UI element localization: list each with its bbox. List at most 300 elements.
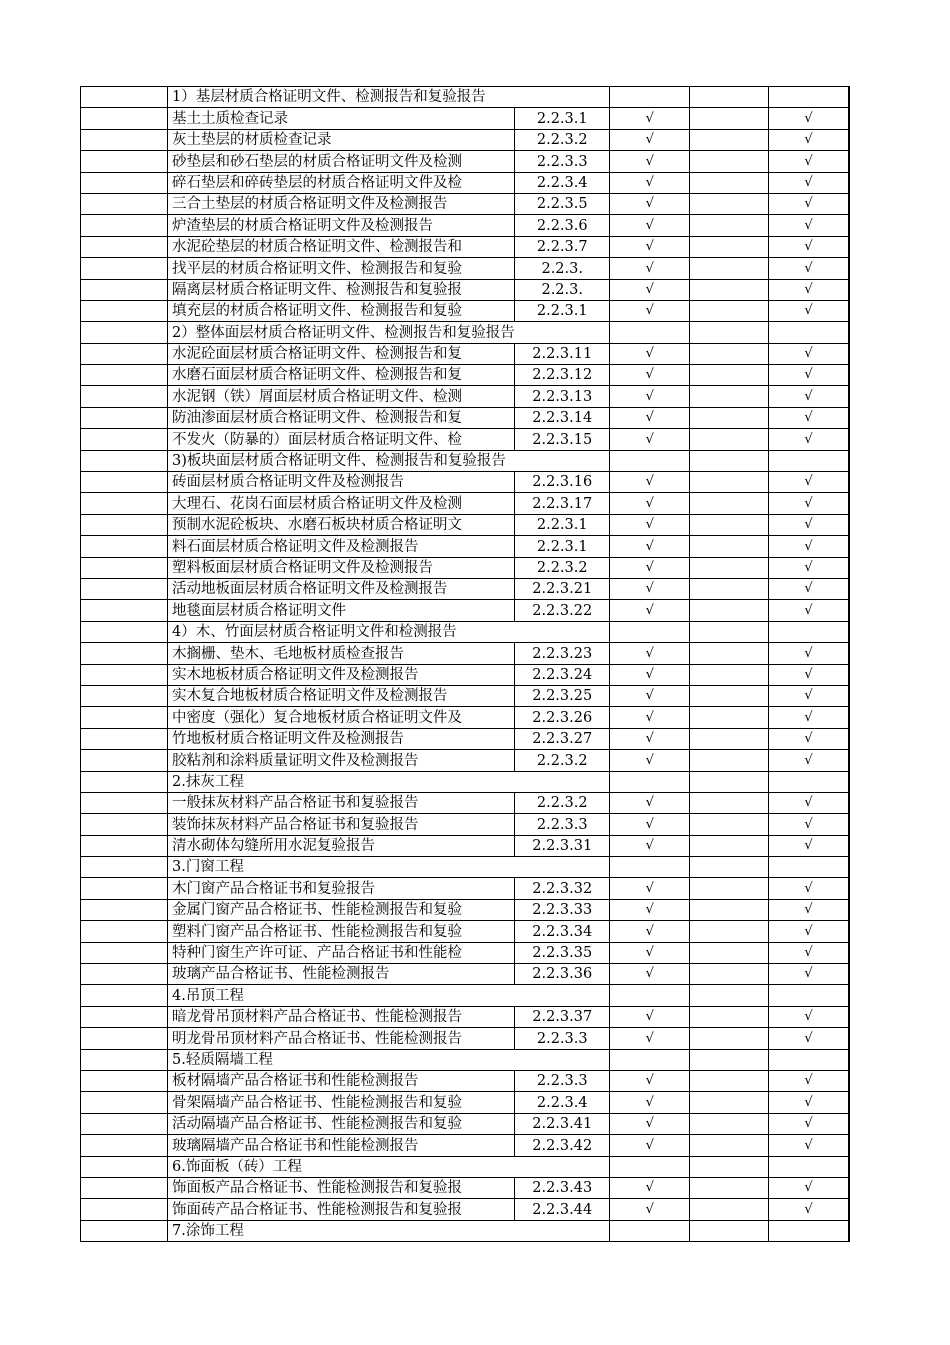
item-name-cell bbox=[168, 407, 515, 428]
check-mark-cell bbox=[769, 728, 849, 749]
item-code-cell bbox=[515, 514, 610, 535]
item-name-cell bbox=[168, 1070, 515, 1091]
item-code-cell bbox=[515, 215, 610, 236]
item-name-text: 暗龙骨吊顶材料产品合格证书、性能检测报告 bbox=[172, 1009, 462, 1026]
blank-cell bbox=[690, 1199, 769, 1220]
table-row bbox=[81, 193, 849, 214]
check-mark-cell bbox=[610, 407, 690, 428]
check-mark-cell bbox=[769, 450, 849, 471]
check-mark-text: √ bbox=[645, 602, 654, 618]
check-mark-cell bbox=[610, 1135, 690, 1156]
check-mark-cell bbox=[610, 878, 690, 899]
item-name-text: 预制水泥砼板块、水磨石板块材质合格证明文 bbox=[172, 517, 462, 534]
item-code-cell bbox=[515, 1006, 610, 1027]
table-row bbox=[81, 536, 849, 557]
item-code-text: 2.2.3.7 bbox=[536, 239, 588, 256]
blank-cell bbox=[690, 878, 769, 899]
item-name-cell bbox=[168, 151, 515, 172]
table-row bbox=[81, 407, 849, 428]
check-mark-text: √ bbox=[804, 923, 813, 939]
check-mark-text: √ bbox=[645, 153, 654, 169]
row-index-cell bbox=[81, 343, 168, 364]
item-name-text: 玻璃产品合格证书、性能检测报告 bbox=[172, 966, 390, 983]
section-title-text: 5.轻质隔墙工程 bbox=[172, 1051, 273, 1068]
item-code-cell bbox=[515, 429, 610, 450]
table-row bbox=[81, 493, 849, 514]
item-code-cell bbox=[515, 685, 610, 706]
item-code-text: 2.2.3.3 bbox=[536, 816, 588, 833]
check-mark-text: √ bbox=[804, 1094, 813, 1110]
check-mark-text: √ bbox=[645, 110, 654, 126]
check-mark-text: √ bbox=[645, 1180, 654, 1196]
check-mark-text: √ bbox=[645, 474, 654, 490]
item-code-text: 2.2.3.5 bbox=[536, 196, 588, 213]
table-row bbox=[81, 343, 849, 364]
row-index-cell bbox=[81, 279, 168, 300]
blank-cell bbox=[690, 814, 769, 835]
check-mark-cell bbox=[769, 215, 849, 236]
check-mark-cell bbox=[610, 429, 690, 450]
item-name-text: 水泥砼垫层的材质合格证明文件、检测报告和 bbox=[172, 239, 462, 256]
check-mark-text: √ bbox=[645, 731, 654, 747]
row-index-cell bbox=[81, 921, 168, 942]
check-mark-cell bbox=[610, 1220, 690, 1241]
check-mark-cell bbox=[769, 792, 849, 813]
item-code-cell bbox=[515, 1092, 610, 1113]
section-header-row bbox=[81, 1220, 849, 1241]
check-mark-cell bbox=[769, 964, 849, 985]
item-name-cell bbox=[168, 643, 515, 664]
item-name-cell bbox=[168, 514, 515, 535]
check-mark-cell bbox=[769, 942, 849, 963]
item-code-text: 2.2.3.4 bbox=[536, 174, 588, 191]
item-code-text: 2.2.3.21 bbox=[532, 581, 593, 598]
section-title-cell bbox=[168, 985, 515, 1006]
check-mark-cell bbox=[769, 322, 849, 343]
check-mark-cell bbox=[610, 578, 690, 599]
section-header-row bbox=[81, 985, 849, 1006]
section-title-cell bbox=[168, 1220, 515, 1241]
check-mark-text: √ bbox=[804, 1180, 813, 1196]
table-row bbox=[81, 1028, 849, 1049]
blank-cell bbox=[690, 1049, 769, 1070]
section-title-cell bbox=[168, 857, 515, 878]
item-code-cell bbox=[515, 1177, 610, 1198]
item-name-cell bbox=[168, 964, 515, 985]
check-mark-cell bbox=[769, 172, 849, 193]
row-index-cell bbox=[81, 557, 168, 578]
row-index-cell bbox=[81, 407, 168, 428]
check-mark-text: √ bbox=[645, 517, 654, 533]
row-index-cell bbox=[81, 429, 168, 450]
item-code-text: 2.2.3.23 bbox=[532, 645, 593, 662]
blank-cell bbox=[690, 1113, 769, 1134]
check-mark-cell bbox=[769, 1113, 849, 1134]
check-mark-text: √ bbox=[645, 1009, 654, 1025]
item-code-cell bbox=[515, 258, 610, 279]
blank-cell bbox=[690, 236, 769, 257]
check-mark-text: √ bbox=[645, 281, 654, 297]
check-mark-text: √ bbox=[645, 966, 654, 982]
check-mark-text: √ bbox=[645, 945, 654, 961]
blank-cell bbox=[690, 108, 769, 129]
blank-cell bbox=[690, 514, 769, 535]
item-code-cell bbox=[515, 536, 610, 557]
item-name-text: 特种门窗生产许可证、产品合格证书和性能检 bbox=[172, 945, 462, 962]
check-mark-cell bbox=[769, 899, 849, 920]
item-name-cell bbox=[168, 493, 515, 514]
table-row bbox=[81, 814, 849, 835]
check-mark-text: √ bbox=[804, 281, 813, 297]
check-mark-text: √ bbox=[804, 495, 813, 511]
check-mark-text: √ bbox=[804, 346, 813, 362]
check-mark-text: √ bbox=[645, 1137, 654, 1153]
check-mark-text: √ bbox=[645, 431, 654, 447]
item-code-cell bbox=[515, 707, 610, 728]
blank-cell bbox=[690, 857, 769, 878]
row-index-cell bbox=[81, 1199, 168, 1220]
row-index-cell bbox=[81, 386, 168, 407]
item-code-cell bbox=[515, 236, 610, 257]
row-index-cell bbox=[81, 600, 168, 621]
check-mark-text: √ bbox=[645, 495, 654, 511]
blank-cell bbox=[690, 536, 769, 557]
check-mark-cell bbox=[769, 1199, 849, 1220]
check-mark-cell bbox=[610, 707, 690, 728]
item-name-text: 隔离层材质合格证明文件、检测报告和复验报 bbox=[172, 281, 462, 298]
check-mark-text: √ bbox=[804, 816, 813, 832]
check-mark-cell bbox=[610, 857, 690, 878]
section-title-text: 2）整体面层材质合格证明文件、检测报告和复验报告 bbox=[172, 324, 515, 341]
item-code-text: 2.2.3.34 bbox=[532, 923, 593, 940]
check-mark-text: √ bbox=[804, 474, 813, 490]
check-mark-cell bbox=[610, 964, 690, 985]
blank-cell bbox=[690, 343, 769, 364]
check-mark-text: √ bbox=[645, 346, 654, 362]
blank-cell bbox=[690, 450, 769, 471]
check-mark-cell bbox=[769, 600, 849, 621]
check-mark-text: √ bbox=[645, 795, 654, 811]
row-index-cell bbox=[81, 258, 168, 279]
check-mark-text: √ bbox=[645, 923, 654, 939]
check-mark-text: √ bbox=[804, 431, 813, 447]
blank-cell bbox=[690, 172, 769, 193]
section-header-row bbox=[81, 771, 849, 792]
row-index-cell bbox=[81, 472, 168, 493]
check-mark-text: √ bbox=[645, 688, 654, 704]
item-code-cell bbox=[515, 1028, 610, 1049]
item-code-text: 2.2.3.15 bbox=[532, 431, 593, 448]
item-code-text: 2.2.3.2 bbox=[536, 132, 588, 149]
item-name-cell bbox=[168, 750, 515, 771]
item-code-cell bbox=[515, 322, 610, 343]
check-mark-cell bbox=[769, 878, 849, 899]
blank-cell bbox=[690, 921, 769, 942]
table-row bbox=[81, 557, 849, 578]
table-row bbox=[81, 1177, 849, 1198]
table-row bbox=[81, 514, 849, 535]
item-name-text: 塑料板面层材质合格证明文件及检测报告 bbox=[172, 559, 433, 576]
table-row bbox=[81, 600, 849, 621]
check-mark-text: √ bbox=[804, 260, 813, 276]
row-index-cell bbox=[81, 1113, 168, 1134]
item-name-text: 碎石垫层和碎砖垫层的材质合格证明文件及检 bbox=[172, 174, 462, 191]
item-name-text: 清水砌体勾缝所用水泥复验报告 bbox=[172, 838, 375, 855]
item-name-cell bbox=[168, 878, 515, 899]
item-code-text: 2.2.3.1 bbox=[536, 303, 588, 320]
item-code-cell bbox=[515, 1156, 610, 1177]
item-code-text: 2.2.3.41 bbox=[532, 1116, 593, 1133]
blank-cell bbox=[690, 664, 769, 685]
item-code-cell bbox=[515, 878, 610, 899]
item-name-text: 灰土垫层的材质检查记录 bbox=[172, 132, 332, 149]
blank-cell bbox=[690, 322, 769, 343]
check-mark-cell bbox=[769, 108, 849, 129]
check-mark-text: √ bbox=[804, 795, 813, 811]
check-mark-text: √ bbox=[645, 388, 654, 404]
blank-cell bbox=[690, 1006, 769, 1027]
row-index-cell bbox=[81, 1028, 168, 1049]
check-mark-cell bbox=[769, 643, 849, 664]
table-row bbox=[81, 129, 849, 150]
item-code-text: 2.2.3.2 bbox=[536, 795, 588, 812]
row-index-cell bbox=[81, 129, 168, 150]
check-mark-cell bbox=[610, 557, 690, 578]
item-code-text: 2.2.3. bbox=[541, 260, 583, 277]
check-mark-cell bbox=[610, 322, 690, 343]
check-mark-cell bbox=[769, 1156, 849, 1177]
check-mark-text: √ bbox=[645, 538, 654, 554]
item-code-text: 2.2.3.3 bbox=[536, 153, 588, 170]
check-mark-text: √ bbox=[804, 902, 813, 918]
check-mark-cell bbox=[610, 1092, 690, 1113]
item-code-cell bbox=[515, 386, 610, 407]
check-mark-text: √ bbox=[645, 260, 654, 276]
check-mark-cell bbox=[610, 835, 690, 856]
blank-cell bbox=[690, 407, 769, 428]
check-mark-text: √ bbox=[645, 196, 654, 212]
item-name-cell bbox=[168, 1092, 515, 1113]
check-mark-cell bbox=[769, 578, 849, 599]
item-code-text: 2.2.3.3 bbox=[536, 1073, 588, 1090]
table-row bbox=[81, 1199, 849, 1220]
table-row bbox=[81, 1113, 849, 1134]
row-index-cell bbox=[81, 1177, 168, 1198]
section-header-row bbox=[81, 450, 849, 471]
check-mark-text: √ bbox=[645, 838, 654, 854]
row-index-cell bbox=[81, 172, 168, 193]
section-header-row bbox=[81, 621, 849, 642]
table-row bbox=[81, 300, 849, 321]
check-mark-cell bbox=[769, 835, 849, 856]
item-name-text: 水泥砼面层材质合格证明文件、检测报告和复 bbox=[172, 346, 462, 363]
item-code-text: 2.2.3. bbox=[541, 281, 583, 298]
check-mark-cell bbox=[610, 365, 690, 386]
item-code-text: 2.2.3.1 bbox=[536, 538, 588, 555]
check-mark-cell bbox=[769, 771, 849, 792]
check-mark-text: √ bbox=[645, 1030, 654, 1046]
check-mark-cell bbox=[610, 792, 690, 813]
item-name-text: 骨架隔墙产品合格证书、性能检测报告和复验 bbox=[172, 1094, 462, 1111]
row-index-cell bbox=[81, 985, 168, 1006]
section-title-text: 4）木、竹面层材质合格证明文件和检测报告 bbox=[172, 624, 457, 641]
item-code-text: 2.2.3.14 bbox=[532, 410, 593, 427]
check-mark-cell bbox=[610, 1006, 690, 1027]
item-name-text: 塑料门窗产品合格证书、性能检测报告和复验 bbox=[172, 923, 462, 940]
item-code-text: 2.2.3.35 bbox=[532, 945, 593, 962]
blank-cell bbox=[690, 750, 769, 771]
row-index-cell bbox=[81, 1070, 168, 1091]
row-index-cell bbox=[81, 1220, 168, 1241]
item-name-cell bbox=[168, 1006, 515, 1027]
check-mark-cell bbox=[610, 172, 690, 193]
table-row bbox=[81, 1135, 849, 1156]
blank-cell bbox=[690, 365, 769, 386]
table-row bbox=[81, 429, 849, 450]
check-mark-cell bbox=[769, 386, 849, 407]
check-mark-cell bbox=[769, 343, 849, 364]
item-code-text: 2.2.3.1 bbox=[536, 110, 588, 127]
table-row bbox=[81, 1006, 849, 1027]
check-mark-cell bbox=[769, 365, 849, 386]
table-row bbox=[81, 172, 849, 193]
item-code-text: 2.2.3.27 bbox=[532, 731, 593, 748]
blank-cell bbox=[690, 493, 769, 514]
check-mark-text: √ bbox=[645, 902, 654, 918]
check-mark-text: √ bbox=[645, 709, 654, 725]
item-code-text: 2.2.3.42 bbox=[532, 1137, 593, 1154]
item-code-cell bbox=[515, 728, 610, 749]
check-mark-text: √ bbox=[804, 945, 813, 961]
check-mark-text: √ bbox=[804, 966, 813, 982]
row-index-cell bbox=[81, 685, 168, 706]
section-title-cell bbox=[168, 450, 515, 471]
blank-cell bbox=[690, 600, 769, 621]
blank-cell bbox=[690, 771, 769, 792]
check-mark-cell bbox=[769, 429, 849, 450]
check-mark-text: √ bbox=[804, 1201, 813, 1217]
item-code-cell bbox=[515, 1113, 610, 1134]
material-checklist-table bbox=[80, 86, 850, 1242]
table-row bbox=[81, 258, 849, 279]
item-name-text: 水磨石面层材质合格证明文件、检测报告和复 bbox=[172, 367, 462, 384]
item-name-text: 实木复合地板材质合格证明文件及检测报告 bbox=[172, 688, 448, 705]
item-name-cell bbox=[168, 258, 515, 279]
section-title-text: 1）基层材质合格证明文件、检测报告和复验报告 bbox=[172, 89, 486, 106]
item-name-text: 装饰抹灰材料产品合格证书和复验报告 bbox=[172, 816, 419, 833]
check-mark-text: √ bbox=[804, 517, 813, 533]
check-mark-text: √ bbox=[804, 666, 813, 682]
check-mark-text: √ bbox=[804, 196, 813, 212]
blank-cell bbox=[690, 279, 769, 300]
row-index-cell bbox=[81, 365, 168, 386]
row-index-cell bbox=[81, 814, 168, 835]
check-mark-text: √ bbox=[804, 410, 813, 426]
item-code-cell bbox=[515, 621, 610, 642]
item-code-text: 2.2.3.36 bbox=[532, 966, 593, 983]
item-name-cell bbox=[168, 472, 515, 493]
item-code-cell bbox=[515, 365, 610, 386]
blank-cell bbox=[690, 258, 769, 279]
check-mark-cell bbox=[769, 857, 849, 878]
check-mark-text: √ bbox=[804, 538, 813, 554]
item-code-text: 2.2.3.43 bbox=[532, 1180, 593, 1197]
item-code-cell bbox=[515, 343, 610, 364]
table-row bbox=[81, 643, 849, 664]
row-index-cell bbox=[81, 578, 168, 599]
item-code-text: 2.2.3.3 bbox=[536, 1030, 588, 1047]
section-title-text: 6.饰面板（砖）工程 bbox=[172, 1158, 302, 1175]
item-code-text: 2.2.3.24 bbox=[532, 666, 593, 683]
item-code-text: 2.2.3.13 bbox=[532, 388, 593, 405]
item-name-cell bbox=[168, 1113, 515, 1134]
check-mark-text: √ bbox=[645, 1201, 654, 1217]
blank-cell bbox=[690, 707, 769, 728]
item-name-text: 找平层的材质合格证明文件、检测报告和复验 bbox=[172, 260, 462, 277]
item-code-text: 2.2.3.17 bbox=[532, 495, 593, 512]
check-mark-text: √ bbox=[645, 410, 654, 426]
check-mark-cell bbox=[610, 899, 690, 920]
item-name-cell bbox=[168, 172, 515, 193]
table-row bbox=[81, 707, 849, 728]
item-name-text: 实木地板材质合格证明文件及检测报告 bbox=[172, 666, 419, 683]
check-mark-cell bbox=[769, 87, 849, 108]
item-name-cell bbox=[168, 300, 515, 321]
row-index-cell bbox=[81, 450, 168, 471]
item-code-text: 2.2.3.25 bbox=[532, 688, 593, 705]
check-mark-text: √ bbox=[645, 559, 654, 575]
table-row bbox=[81, 921, 849, 942]
check-mark-cell bbox=[610, 450, 690, 471]
section-title-cell bbox=[168, 1156, 515, 1177]
row-index-cell bbox=[81, 707, 168, 728]
check-mark-text: √ bbox=[804, 1137, 813, 1153]
item-name-text: 胶粘剂和涂料质量证明文件及检测报告 bbox=[172, 752, 419, 769]
item-code-cell bbox=[515, 964, 610, 985]
blank-cell bbox=[690, 964, 769, 985]
item-name-cell bbox=[168, 792, 515, 813]
check-mark-cell bbox=[610, 985, 690, 1006]
check-mark-cell bbox=[769, 750, 849, 771]
row-index-cell bbox=[81, 108, 168, 129]
item-code-text: 2.2.3.31 bbox=[532, 838, 593, 855]
table-row bbox=[81, 792, 849, 813]
row-index-cell bbox=[81, 792, 168, 813]
check-mark-text: √ bbox=[804, 602, 813, 618]
row-index-cell bbox=[81, 151, 168, 172]
item-code-cell bbox=[515, 493, 610, 514]
check-mark-text: √ bbox=[804, 239, 813, 255]
item-code-cell bbox=[515, 1135, 610, 1156]
item-code-cell bbox=[515, 921, 610, 942]
blank-cell bbox=[690, 985, 769, 1006]
item-name-text: 填充层的材质合格证明文件、检测报告和复验 bbox=[172, 303, 462, 320]
item-name-text: 炉渣垫层的材质合格证明文件及检测报告 bbox=[172, 217, 433, 234]
check-mark-cell bbox=[610, 108, 690, 129]
check-mark-cell bbox=[610, 1049, 690, 1070]
blank-cell bbox=[690, 386, 769, 407]
row-index-cell bbox=[81, 300, 168, 321]
section-header-row bbox=[81, 1156, 849, 1177]
check-mark-text: √ bbox=[645, 645, 654, 661]
item-code-cell bbox=[515, 300, 610, 321]
item-name-cell bbox=[168, 557, 515, 578]
row-index-cell bbox=[81, 643, 168, 664]
section-title-cell bbox=[168, 1049, 515, 1070]
section-title-text: 3.门窗工程 bbox=[172, 859, 244, 876]
section-title-text: 3)板块面层材质合格证明文件、检测报告和复验报告 bbox=[172, 453, 506, 470]
item-name-cell bbox=[168, 429, 515, 450]
